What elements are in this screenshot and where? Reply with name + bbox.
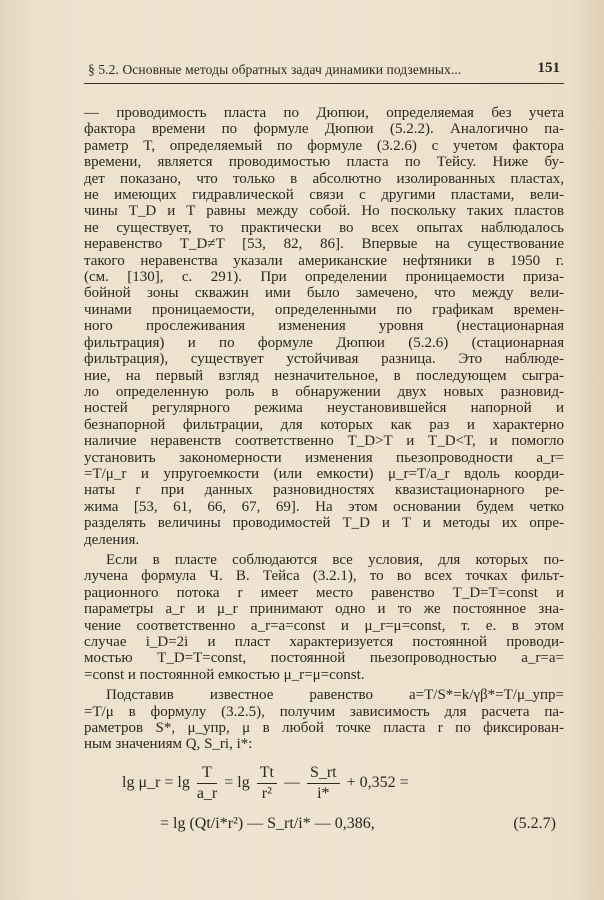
text-line: раметров S*, μ_упр, μ в любой точке пласта r по фиксирован- — [84, 720, 564, 737]
text-line: чины T_D и T равны между собой. Но поскольку таких пластов — [84, 203, 564, 220]
eq-fraction-3: $\frac{S\_rt}{i*}$ — [307, 763, 340, 804]
text-line: не существует, то практически во всех опытах наблюдалось — [84, 219, 564, 236]
text-line: ным значениям Q, S_ri, i*: — [84, 736, 253, 753]
text-line: наличие неравенств соответственно T_D>T и T_D<T, и помогло — [84, 433, 564, 450]
text-line: не имеющих гидравлической связи с другими пластами, вели- — [84, 187, 564, 204]
text-line: случае i_D=2i и пласт характеризуется постоянной проводи- — [84, 634, 564, 650]
text-line: =const и постоянной емкостью μ_r=μ=const. — [84, 666, 365, 683]
text-line: рационного потока r имеет место равенство T_D=T=const и — [84, 584, 564, 601]
text-line: неравенство T_D≠T [53, 82, 86]. Впервые на существование — [84, 236, 564, 253]
running-header — [84, 60, 564, 84]
text-line: =T/μ_r и упругоемкости (или емкости) μ_r=T/a_r вдоль коорди- — [84, 465, 564, 482]
text-line: такого неравенства указали американские нефтяники в 1950 г. — [84, 252, 564, 269]
text-line: фильтрация) и по формуле Дюпюи (5.2.6) (стационарная — [84, 334, 564, 351]
text-line: параметры a_r и μ_r принимают одно и то же постоянное зна- — [84, 601, 564, 618]
text-line: (см. [130], с. 291). При определении проницаемости приза- — [84, 269, 564, 286]
page-number: 151 — [537, 60, 560, 76]
equation-line-2 — [84, 811, 564, 841]
paragraph-2 — [84, 552, 564, 683]
eq-tail: + 0,352 = — [346, 774, 409, 792]
text-line: деления. — [84, 531, 140, 548]
text-line: чинами проницаемости, определенными по графикам времен- — [84, 301, 564, 318]
text-line: фактора времени по формуле Дюпюи (5.2.2). Аналогично па- — [84, 121, 564, 138]
text-line: — проводимость пласта по Дюпюи, определяемая без учета — [84, 105, 564, 121]
text-line: разделять величины проводимостей T_D и T и методы их опре- — [84, 515, 564, 532]
equation-line-1 — [84, 753, 564, 811]
text-line: фильтрация), существует устойчивая разница. Это наблюде- — [84, 351, 564, 368]
text-line: мостью T_D=T=const, постоянной пьезопроводностью a_r=a= — [84, 650, 564, 667]
text-line: бойной зоны скважин ими было замечено, что между вели- — [84, 285, 564, 302]
text-line: лучена формула Ч. В. Тейса (3.2.1), то во всех точках фильт- — [84, 568, 564, 585]
text-line: безнапорной фильтрации, для которых как раз и характерно — [84, 416, 564, 433]
text-line: установить закономерности изменения пьезопроводности a_r= — [84, 449, 564, 466]
text-line: Подставив известное равенство a=T/S*=k/γβ*=T/μ_упр= — [106, 687, 564, 704]
eq-line-2: = lg (Qt/i*r²) — S_rt/i* — 0,386, — [160, 814, 375, 832]
text-line: дет показано, что только в абсолютно изолированных пластах, — [84, 170, 564, 187]
header-rule — [84, 83, 564, 84]
text-line: наты r при данных разновидностях квазистационарного ре- — [84, 482, 564, 499]
equation-number: (5.2.7) — [513, 814, 556, 832]
text-line: раметр T, определяемый по формуле (3.2.6) с учетом фактора — [84, 137, 564, 154]
eq-minus: — — [283, 774, 300, 792]
eq-lhs: lg μ_r = lg — [122, 774, 190, 792]
text-line: времени, является проводимостью пласта по Тейсу. Ниже бу- — [84, 154, 564, 171]
text-line: чение соответственно a_r=a=const и μ_r=μ=const, т. е. в этом — [84, 617, 564, 634]
paragraph-3 — [84, 687, 564, 753]
eq-fraction-1: $\frac{T}{a\_r}$ — [196, 763, 218, 802]
text-line: ло определенную роль в обнаружении двух новых разновид- — [84, 383, 564, 400]
paragraph-1 — [84, 105, 564, 548]
eq-fraction-2: $\frac{Tt}{\text{r²}}$ — [257, 763, 277, 804]
text-line: ностей регулярного режима неустановившейся напорной и — [84, 400, 564, 417]
section-title: § 5.2. Основные методы обратных задач динамики подземных... — [88, 62, 462, 77]
text-line: ние, на первый взгляд незначительное, в последующем сыгра- — [84, 367, 564, 384]
text-line: ного прослеживания изменения уровня (нестационарная — [84, 318, 564, 335]
eq-mid: = lg — [224, 774, 250, 792]
text-line: =T/μ в формулу (3.2.5), получим зависимость для расчета па- — [84, 703, 564, 720]
text-line: Если в пласте соблюдаются все условия, для которых по- — [106, 551, 564, 568]
page-body — [84, 105, 564, 841]
text-line: жима [53, 61, 66, 67, 69]. На этом основании будем четко — [84, 498, 564, 515]
